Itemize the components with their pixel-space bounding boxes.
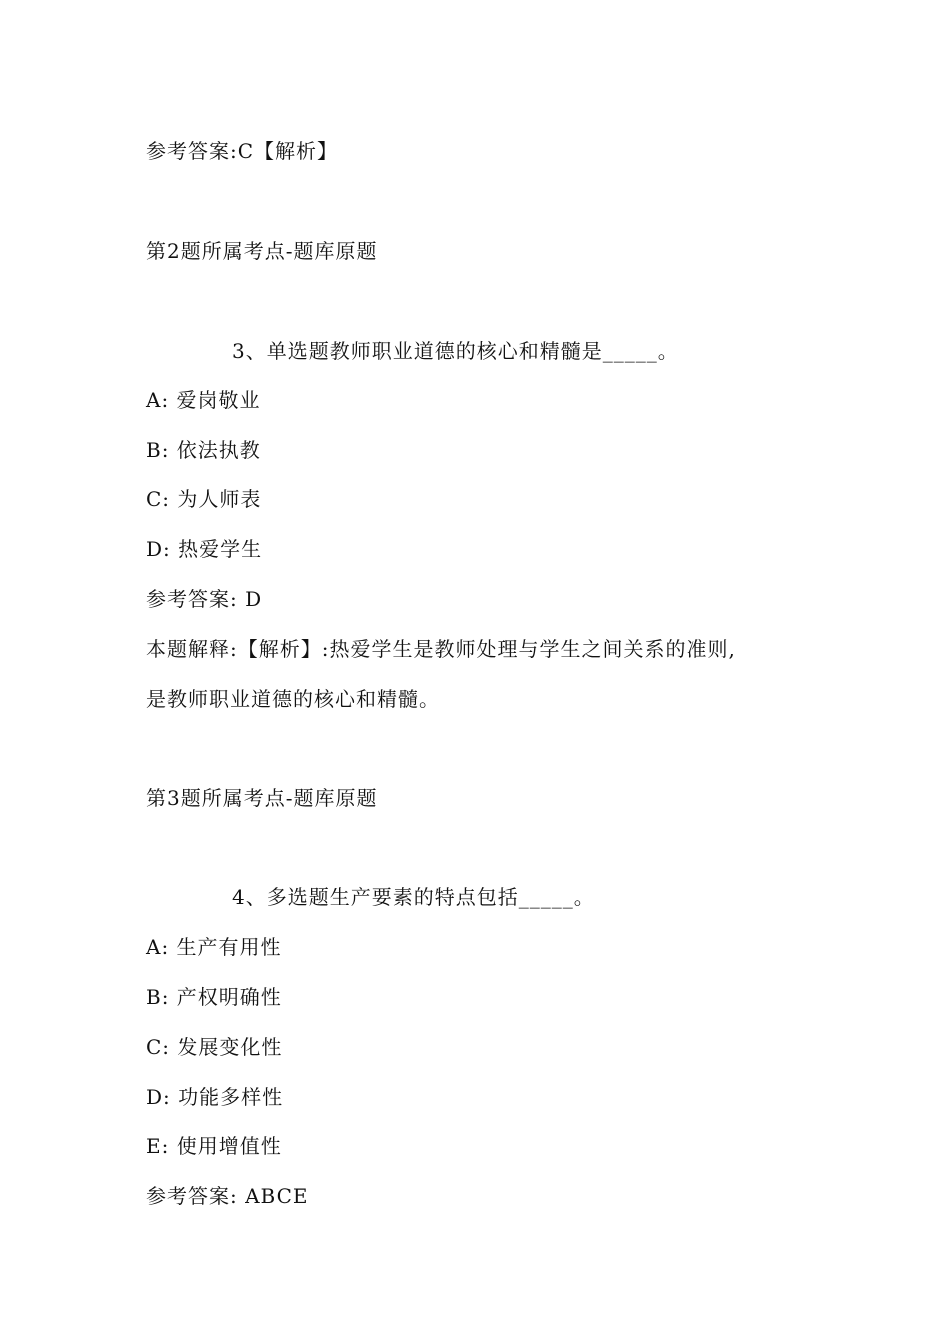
question-4-option-c: C: 发展变化性 bbox=[146, 1035, 283, 1059]
question-3-option-c: C: 为人师表 bbox=[146, 487, 262, 511]
question-2-topic: 第2题所属考点-题库原题 bbox=[146, 239, 378, 263]
question-4-answer: 参考答案: ABCE bbox=[146, 1184, 309, 1208]
question-4-option-a: A: 生产有用性 bbox=[146, 935, 282, 959]
question-3-stem: 3、单选题教师职业道德的核心和精髓是_____。 bbox=[232, 339, 679, 363]
question-3-option-b: B: 依法执教 bbox=[146, 438, 261, 462]
question-3-explanation-line-1: 本题解释:【解析】:热爱学生是教师处理与学生之间关系的准则, bbox=[146, 637, 736, 661]
question-4-stem: 4、多选题生产要素的特点包括_____。 bbox=[232, 885, 595, 909]
previous-answer: 参考答案:C【解析】 bbox=[146, 139, 339, 163]
question-3-answer: 参考答案: D bbox=[146, 587, 263, 611]
question-4-option-d: D: 功能多样性 bbox=[146, 1085, 284, 1109]
question-4-option-b: B: 产权明确性 bbox=[146, 985, 282, 1009]
question-3-explanation-line-2: 是教师职业道德的核心和精髓。 bbox=[146, 687, 440, 711]
question-3-option-d: D: 热爱学生 bbox=[146, 537, 263, 561]
question-3-option-a: A: 爱岗敬业 bbox=[146, 388, 261, 412]
question-3-topic: 第3题所属考点-题库原题 bbox=[146, 786, 378, 810]
question-4-option-e: E: 使用增值性 bbox=[146, 1134, 282, 1158]
